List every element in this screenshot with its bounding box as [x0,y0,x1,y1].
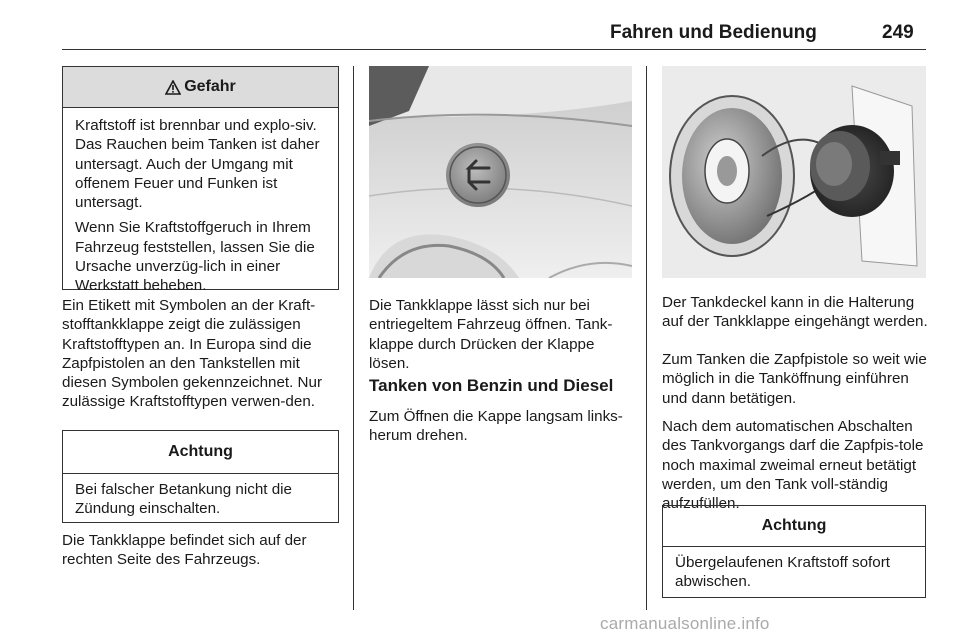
caution-text: Übergelaufenen Kraftstoff sofort abwischen. [675,554,891,591]
fuel-cap-photo [662,66,926,278]
body-paragraph: Die Tankklappe befindet sich auf der rechten Seite des Fahrzeugs. [62,532,307,569]
caution-box [662,505,926,598]
column-divider-1 [353,66,354,610]
danger-box-header [63,67,338,108]
danger-paragraph-1: Kraftstoff ist brennbar und explo-siv. Das Rauchen beim Tanken ist daher untersagt. Auch der Umgang mit offenem Feuer und Funken ist untersagt. [75,117,320,212]
danger-paragraph-2: Wenn Sie Kraftstoffgeruch in Ihrem Fahrzeug feststellen, lassen Sie die Ursache unverzüg-lich in einer Werkstatt beheben. [75,219,315,295]
watermark: carmanualsonline.info [600,614,770,633]
body-paragraph: Nach dem automatischen Abschalten des Tankvorgangs darf die Zapfpis-tole noch maximal zweimal erneut betätigt werden, um den Tank voll-ständig aufzufüllen. [662,418,924,513]
caution-box-header [663,506,925,547]
page-number: 249 [882,22,914,43]
caution-box-body [663,547,925,604]
caution-box [62,430,339,523]
caution-box-title: Achtung [761,517,827,534]
section-title: Fahren und Bedienung [610,22,817,43]
body-paragraph: Die Tankklappe lässt sich nur bei entriegeltem Fahrzeug öffnen. Tank-klappe durch Drücken der Klappe lösen. [369,297,613,372]
caution-box-header [63,431,338,474]
danger-box-title: Gefahr [184,78,236,95]
caution-text: Bei falscher Betankung nicht die Zündung einschalten. [75,481,292,518]
caution-box-title: Achtung [168,443,233,460]
danger-box-body [63,108,338,308]
warning-triangle-icon [165,80,181,95]
column-divider-2 [646,66,647,610]
body-paragraph: Zum Öffnen die Kappe langsam links-herum drehen. [369,408,623,445]
body-paragraph: Der Tankdeckel kann in die Halterung auf der Tankklappe eingehängt werden. [662,294,928,331]
body-paragraph: Zum Tanken die Zapfpistole so weit wie möglich in die Tanköffnung einführen und dann betätigen. [662,351,927,407]
danger-box [62,66,339,295]
caution-box-body [63,474,338,531]
fuel-flap-photo [369,66,632,278]
section-heading: Tanken von Benzin und Diesel [369,376,614,395]
body-paragraph: Ein Etikett mit Symbolen an der Kraft-stofftankklappe zeigt die zulässigen Kraftstofftypen an. In Europa sind die Zapfpistolen an den Tankstellen mit diesen Symbolen gekennzeichnet. Nur zulässige Kraftstofftypen verwen-den. [62,297,323,411]
header-rule [62,49,926,50]
